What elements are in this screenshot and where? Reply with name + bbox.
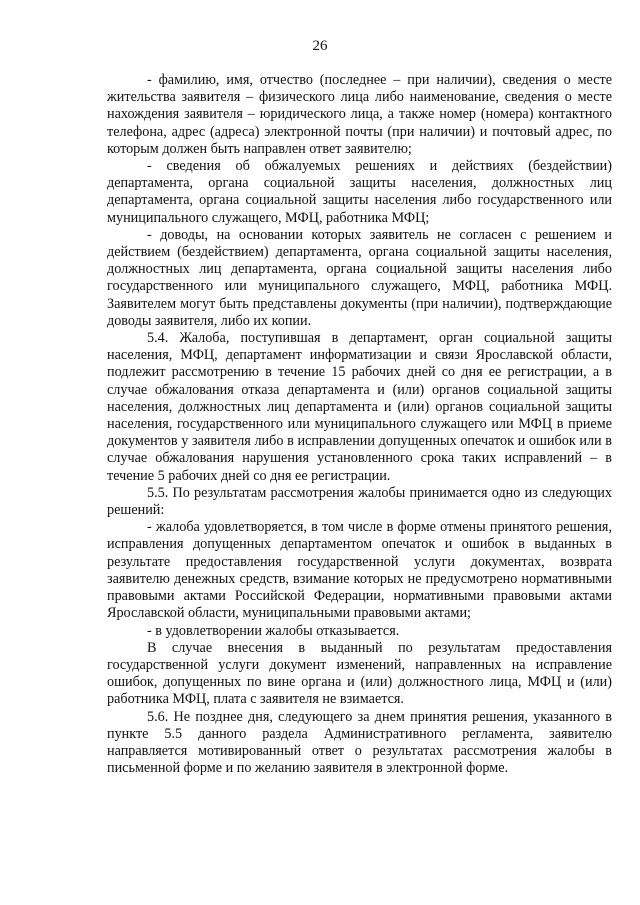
paragraph-section-5-4: 5.4. Жалоба, поступившая в департамент, орган социальной защиты населения, МФЦ, департамент информатизации и связи Ярославской области, подлежит рассмотрению в течение 15 рабочих дней со дня ее регистрации, а в случае обжалования отказа департамента и (или) органов социальной защиты населения, должностных лиц департамента и (или) органов социальной защиты населения, государственного или муниципального служащего или МФЦ в приеме документов у заявителя либо в исправлении допущенных опечаток и ошибок или в случае обжалования нарушения установленного срока таких исправлений – в течение 5 рабочих дней со дня ее регистрации.	[107, 330, 612, 484]
paragraph-decision-refused: - в удовлетворении жалобы отказывается.	[147, 622, 400, 639]
paragraph-complaint-requisites-name: - фамилию, имя, отчество (последнее – при наличии), сведения о месте жительства заявителя – физического лица либо наименование, сведения о месте нахождения заявителя – юридического лица, а также номер (номера) контактного телефона, адрес (адреса) электронной почты (при наличии) и почтовый адрес, по которым должен быть направлен ответ заявителю;	[107, 72, 612, 157]
paragraph-complaint-requisites-arguments: - доводы, на основании которых заявитель не согласен с решением и действием (бездействием) департамента, органа социальной защиты населения, должностных лиц департамента, органа социальной защиты населения либо государственного или муниципального служащего, МФЦ, работника МФЦ. Заявителем могут быть представлены документы (при наличии), подтверждающие доводы заявителя, либо их копии.	[107, 226, 612, 329]
paragraph-section-5-6: 5.6. Не позднее дня, следующего за днем принятия решения, указанного в пункте 5.5 данного раздела Административного регламента, заявителю направляется мотивированный ответ о результатах рассмотрения жалобы в письменной форме и по желанию заявителя в электронной форме.	[107, 708, 612, 777]
document-body	[107, 72, 612, 777]
paragraph-no-fee: В случае внесения в выданный по результатам предоставления государственной услуги документ изменений, направленных на исправление ошибок, допущенных по вине органа и (или) должностного лица, МФЦ и (или) работника МФЦ, плата с заявителя не взимается.	[107, 639, 612, 708]
page-number: 26	[312, 38, 328, 54]
paragraph-section-5-5: 5.5. По результатам рассмотрения жалобы принимается одно из следующих решений:	[107, 484, 612, 519]
paragraph-complaint-requisites-decisions: - сведения об обжалуемых решениях и действиях (бездействии) департамента, органа социальной защиты населения, должностных лиц департамента, органа социальной защиты населения либо государственного или муниципального служащего, МФЦ, работника МФЦ;	[107, 158, 612, 226]
paragraph-decision-satisfied: - жалоба удовлетворяется, в том числе в форме отмены принятого решения, исправления допущенных департаментом опечаток и ошибок в выданных в результате предоставления государственной услуги документах, возврата заявителю денежных средств, взимание которых не предусмотрено нормативными правовыми актами Российской Федерации, нормативными правовыми актами Ярославской области, муниципальными правовыми актами;	[107, 519, 612, 622]
